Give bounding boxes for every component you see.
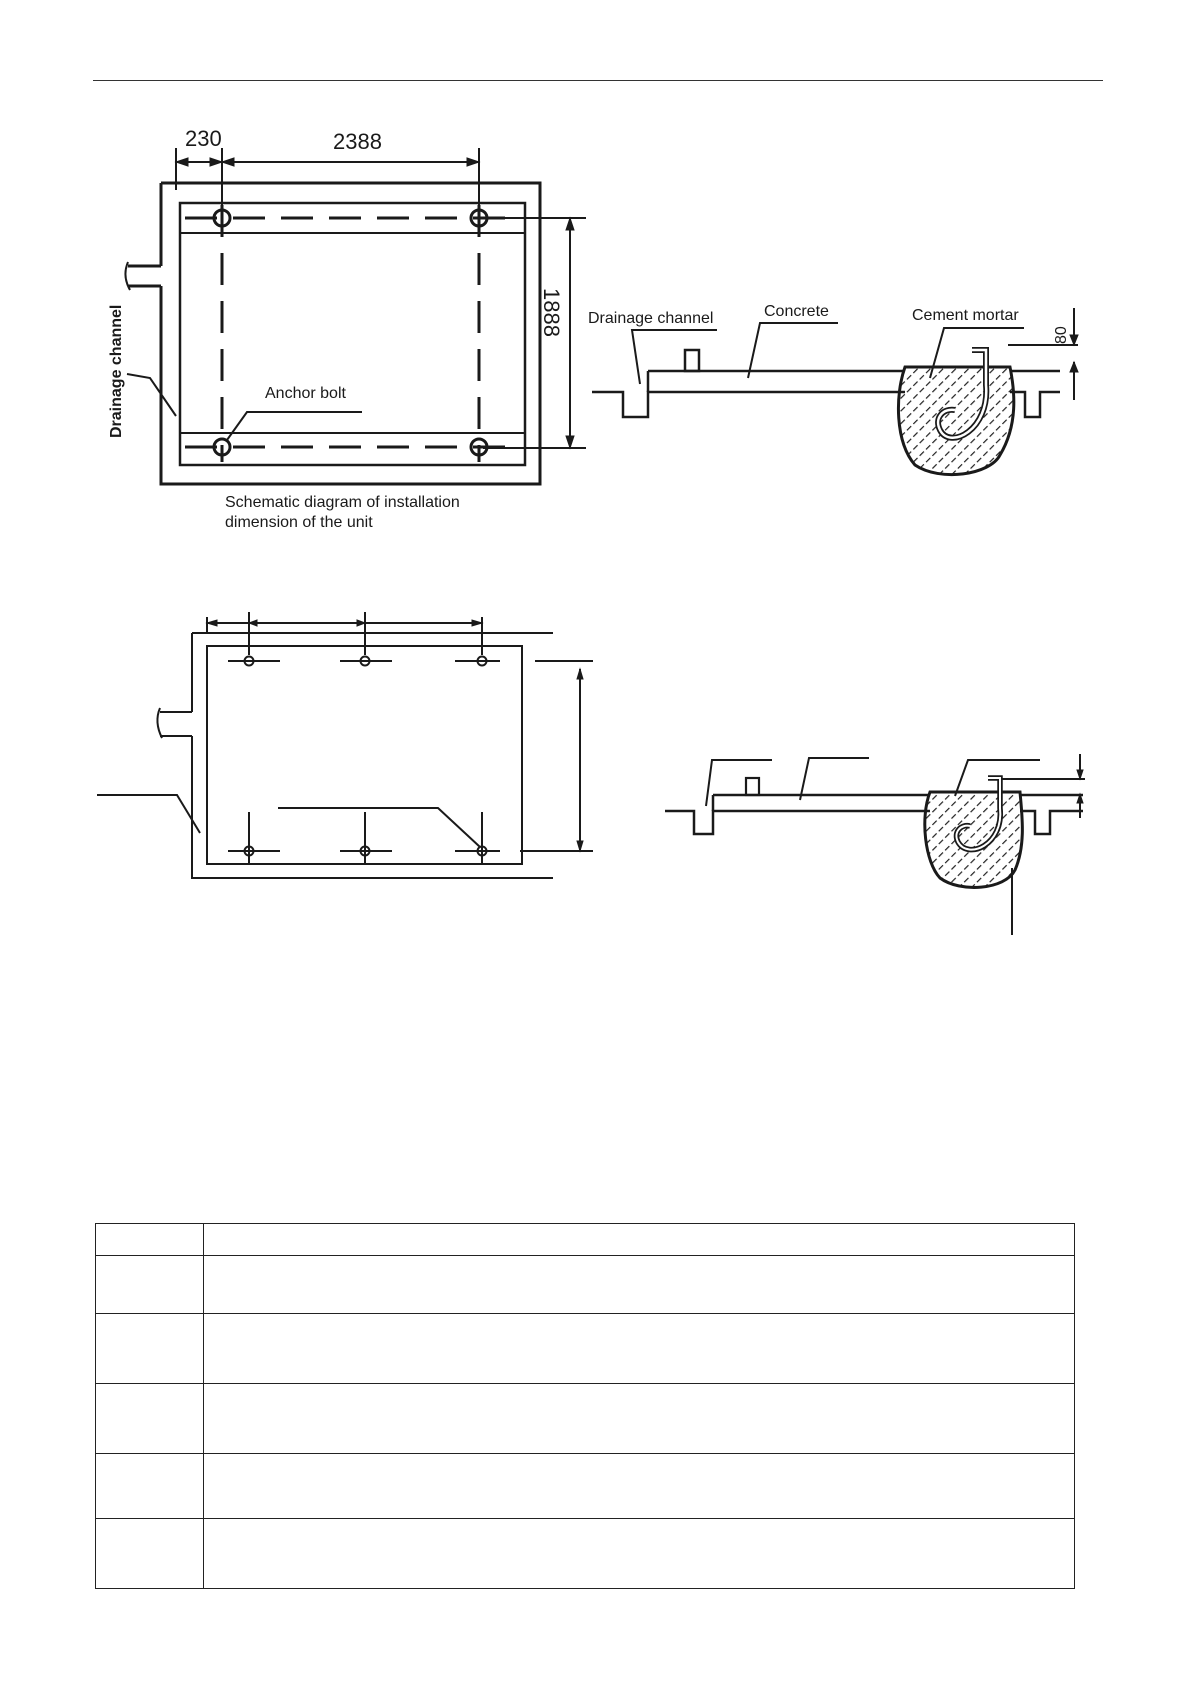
table-cell [204, 1454, 1075, 1519]
cement-mortar-label: Cement mortar [912, 307, 1019, 324]
table-cell [96, 1519, 204, 1589]
anchor-bolt-stub-icon [685, 350, 699, 371]
foundation-outline [180, 203, 525, 465]
table-row [96, 1454, 1075, 1519]
cement-mortar-block [925, 792, 1023, 887]
drainage-channel-label: Drainage channel [108, 304, 125, 438]
bolt-crossline-vertical [249, 812, 482, 865]
table-cell [96, 1256, 204, 1314]
table-cell [96, 1454, 204, 1519]
table-cell [204, 1314, 1075, 1384]
figure-caption-line2: dimension of the unit [225, 514, 373, 531]
anchor-bolt-stub-icon [746, 778, 759, 795]
ground-line-right [1020, 795, 1083, 834]
dim-label-2388: 2388 [333, 129, 382, 154]
dim-arrowheads [1070, 335, 1078, 372]
drain-pipe [128, 266, 161, 286]
figure-caption-line1: Schematic diagram of installation [225, 494, 460, 511]
ground-line [592, 392, 905, 417]
drainage-leader [632, 330, 717, 384]
table-cell [96, 1224, 204, 1256]
table-cell [96, 1314, 204, 1384]
dim-extension [520, 661, 593, 851]
drainage-channel-label: Drainage channel [588, 310, 714, 327]
dim-label-80: 80 [1053, 326, 1070, 344]
table-row [96, 1384, 1075, 1454]
table-row [96, 1224, 1075, 1256]
drain-pipe [160, 712, 192, 736]
dim-arrowheads [1077, 770, 1083, 803]
table-cell [204, 1384, 1075, 1454]
drainage-leader [97, 795, 200, 833]
ground-line [665, 811, 930, 834]
drainage-leader [706, 760, 772, 806]
dim-label-1888: 1888 [539, 288, 564, 337]
anchor-leader [227, 412, 362, 440]
concrete-label: Concrete [764, 303, 829, 320]
plan-view-1 [125, 148, 586, 484]
table-cell [96, 1384, 204, 1454]
table-cell [204, 1519, 1075, 1589]
section-view-1 [592, 308, 1078, 475]
cement-mortar-block [898, 367, 1013, 475]
ground-line-right [1010, 371, 1060, 417]
table-cell [204, 1224, 1075, 1256]
concrete-leader [800, 758, 869, 800]
table-row [96, 1519, 1075, 1589]
plan-view-2 [97, 612, 593, 878]
table-cell [204, 1256, 1075, 1314]
table-row [96, 1256, 1075, 1314]
specification-table [95, 1223, 1075, 1589]
table-row [96, 1314, 1075, 1384]
anchor-leader [278, 808, 480, 847]
dim-label-230: 230 [185, 126, 222, 151]
section-view-2 [665, 754, 1085, 935]
anchor-bolt-label: Anchor bolt [265, 385, 346, 402]
drainage-channel-outline [192, 633, 553, 878]
concrete-top [713, 795, 930, 811]
drainage-leader [127, 374, 176, 416]
